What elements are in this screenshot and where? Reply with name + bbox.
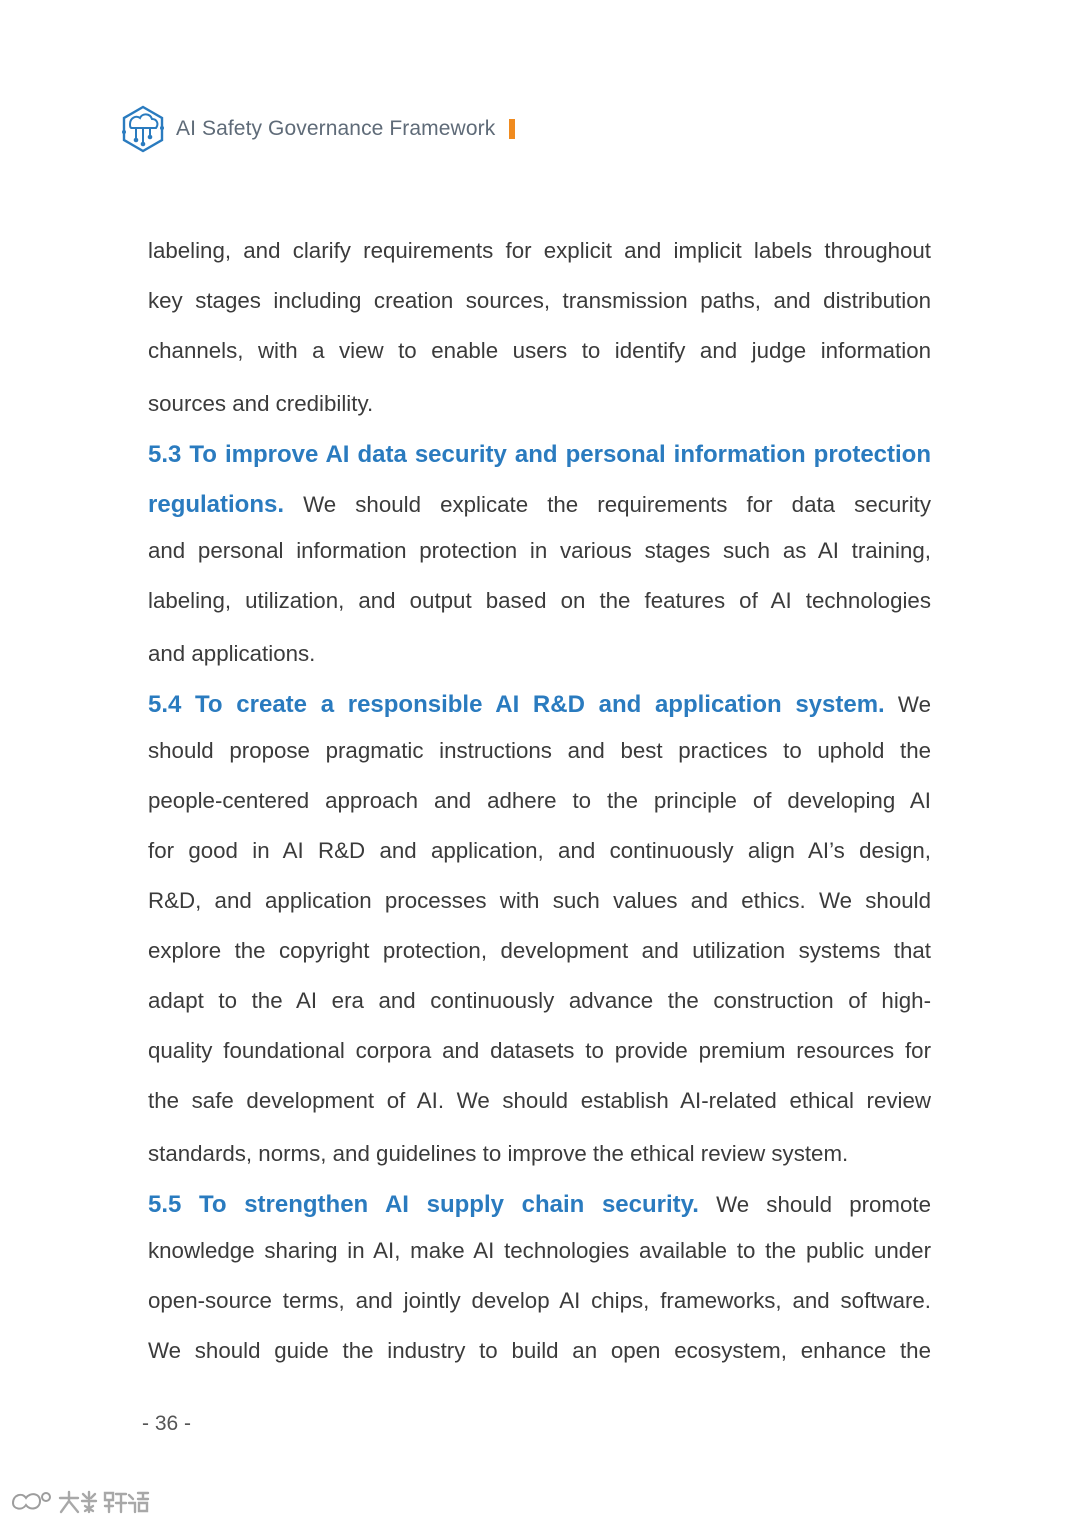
watermark-logo-icon [10,1489,54,1515]
text-line: adapt to the AI era and continuously advance the construction of high- [148,988,931,1013]
text-line: channels, with a view to enable users to identify and judge information [148,338,931,363]
text-line: labeling, utilization, and output based on the features of AI technologies [148,588,931,613]
section-5-5 [148,1180,931,1376]
text-line: for good in AI R&D and application, and continuously align AI’s design, [148,838,931,863]
document-title: AI Safety Governance Framework [176,117,496,140]
text-line: regulations. We should explicate the requirements for data security [148,491,931,518]
text-line: key stages including creation sources, transmission paths, and distribution [148,288,931,313]
section-5-3-heading-end: regulations. [148,491,285,518]
text-line: sources and credibility. [148,391,374,416]
text-line: standards, norms, and guidelines to improve the ethical review system. [148,1141,849,1166]
text-line: We should guide the industry to build an open ecosystem, enhance the [148,1338,931,1363]
text-line: people-centered approach and adhere to the principle of developing AI [148,788,931,813]
text-line: labeling, and clarify requirements for explicit and implicit labels throughout [148,238,931,263]
watermark [10,1489,150,1515]
title-accent-bar [509,119,515,139]
section-5-4-heading: 5.4 To create a responsible AI R&D and application system. [148,691,885,718]
text-line: the safe development of AI. We should establish AI-related ethical review [148,1088,931,1113]
text-line: 5.4 To create a responsible AI R&D and application system. We [148,691,931,718]
page-number: - 36 - [142,1412,192,1435]
text-line: R&D, and application processes with such values and ethics. We should [148,888,931,913]
section-5-4 [148,680,931,1180]
section-5-3 [148,430,931,680]
text-line: quality foundational corpora and datasets to provide premium resources for [148,1038,931,1063]
text-line: knowledge sharing in AI, make AI technologies available to the public under [148,1238,931,1263]
watermark-wordmark [58,1489,150,1515]
page-header [118,103,515,155]
text-line: open-source terms, and jointly develop AI chips, frameworks, and software. [148,1288,931,1313]
section-5-5-heading: 5.5 To strengthen AI supply chain security. [148,1191,699,1218]
text-line: and applications. [148,641,316,666]
intro-paragraph [148,226,931,430]
text-line: and personal information protection in various stages such as AI training, [148,538,931,563]
text-line: 5.5 To strengthen AI supply chain security. We should promote [148,1191,931,1218]
text-line: explore the copyright protection, development and utilization systems that [148,938,931,963]
ai-circuit-logo-icon [118,104,168,154]
body-content [148,226,931,1376]
text-line: should propose pragmatic instructions and best practices to uphold the [148,738,931,763]
section-5-3-heading: 5.3 To improve AI data security and personal information protection [148,441,931,468]
